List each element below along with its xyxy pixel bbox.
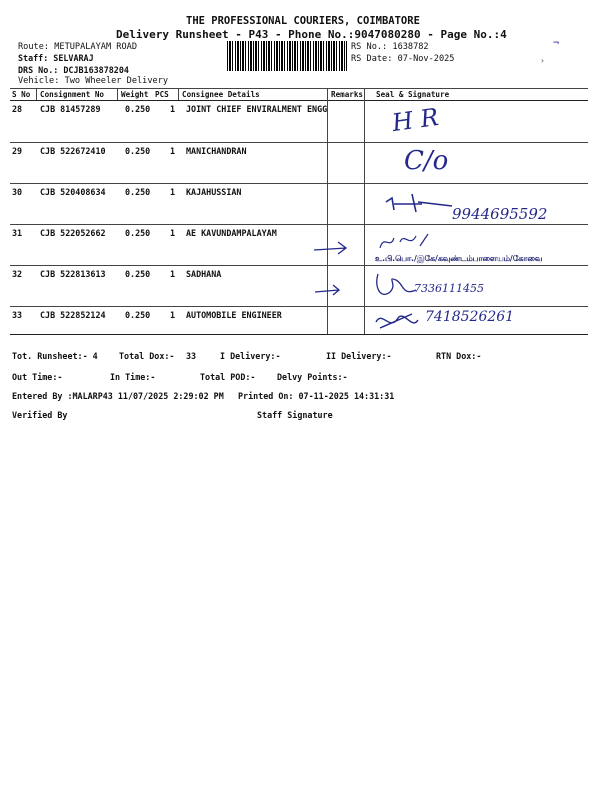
row-weight: 0.250 [125,146,151,156]
row-separator [10,183,588,184]
office-stamp: உ.பி.பொ./இகே/கவுண்டம்பாளையம்/கோவை [375,254,543,263]
row-consignee: SADHANA [186,269,222,279]
total-dox-value: 33 [186,351,197,361]
row-pcs: 1 [170,187,176,197]
company-title: THE PROFESSIONAL COURIERS, COIMBATORE [186,15,420,27]
row-sno: 29 [12,146,23,156]
row-consignment: CJB 520408634 [40,187,106,197]
row-weight: 0.250 [125,187,151,197]
col-header-consignment: Consignment No [40,90,105,99]
row-consignment: CJB 522672410 [40,146,106,156]
col-header-pcs: PCS [155,90,169,99]
handwritten-phone: 7418526261 [425,309,515,325]
table-header-border [10,100,588,101]
row-weight: 0.250 [125,228,151,238]
signature-scribble [372,270,420,306]
signature-scribble [376,228,436,254]
handwritten-phone: 7336111455 [414,282,484,295]
ii-delivery: II Delivery:- [326,351,392,361]
row-consignment: CJB 81457289 [40,104,101,114]
tot-runsheet: Tot. Runsheet:- 4 [12,351,98,361]
row-consignment: CJB 522052662 [40,228,106,238]
row-weight: 0.250 [125,269,151,279]
arrow-icon [313,282,347,300]
dash-mark: ¬ [553,38,560,49]
col-header-weight: Weight [121,90,149,99]
col-divider [36,88,37,100]
small-mark: › [540,56,545,65]
vehicle-label: Vehicle: Two Wheeler Delivery [18,76,169,86]
rtn-dox: RTN Dox:- [436,351,482,361]
col-divider [117,88,118,100]
barcode-image [227,41,347,71]
out-time: Out Time:- [12,372,63,382]
drs-number: DRS No.: DCJB163878204 [18,65,129,75]
runsheet-title: Delivery Runsheet - P43 - Phone No.:9047080280 - Page No.:4 [116,28,507,41]
handwritten-co: C/o [404,146,449,176]
col-header-seal: Seal & Signature [376,90,450,99]
row-consignee: AUTOMOBILE ENGINEER [186,310,282,320]
row-pcs: 1 [170,146,176,156]
arrow-icon [312,238,352,260]
row-consignee: MANICHANDRAN [186,146,247,156]
printed-on: Printed On: 07-11-2025 14:31:31 [238,391,395,401]
route-label: Route: METUPALAYAM ROAD [18,42,137,52]
row-sno: 31 [12,228,23,238]
row-pcs: 1 [170,104,176,114]
handwritten-phone: 9944695592 [452,205,548,223]
row-consignee: AE KAVUNDAMPALAYAM [186,228,277,238]
row-separator [10,265,588,266]
row-weight: 0.250 [125,310,151,320]
row-sno: 30 [12,187,23,197]
row-consignment: CJB 522813613 [40,269,106,279]
row-pcs: 1 [170,310,176,320]
col-header-remarks: Remarks [331,90,364,99]
rs-date: RS Date: 07-Nov-2025 [351,54,455,64]
staff-signature: Staff Signature [257,410,333,420]
table-top-border [10,88,588,89]
rs-number: RS No.: 1638782 [351,42,429,52]
table-bottom-border [10,334,588,335]
total-pod: Total POD:- [200,372,256,382]
col-divider [178,88,179,100]
row-consignee: JOINT CHIEF ENVIRALMENT ENGG [186,104,328,114]
row-separator [10,224,588,225]
row-sno: 33 [12,310,23,320]
signature-scribble [382,192,458,218]
row-consignment: CJB 522852124 [40,310,106,320]
col-divider [364,88,365,334]
signature-scribble [372,308,422,334]
row-consignee: KAJAHUSSIAN [186,187,242,197]
in-time: In Time:- [110,372,156,382]
staff-label: Staff: SELVARAJ [18,53,94,63]
verified-by: Verified By [12,410,68,420]
row-pcs: 1 [170,228,176,238]
total-dox-label: Total Dox:- [119,351,175,361]
row-separator [10,306,588,307]
handwritten-initials: H R [390,102,441,138]
row-weight: 0.250 [125,104,151,114]
row-sno: 32 [12,269,23,279]
row-pcs: 1 [170,269,176,279]
col-header-sno: S No [12,90,31,99]
entered-by: Entered By :MALARP43 11/07/2025 2:29:02 PM [12,391,224,401]
row-separator [10,142,588,143]
col-header-consignee: Consignee Details [182,90,260,99]
delvy-points: Delvy Points:- [277,372,348,382]
i-delivery: I Delivery:- [220,351,281,361]
row-sno: 28 [12,104,23,114]
